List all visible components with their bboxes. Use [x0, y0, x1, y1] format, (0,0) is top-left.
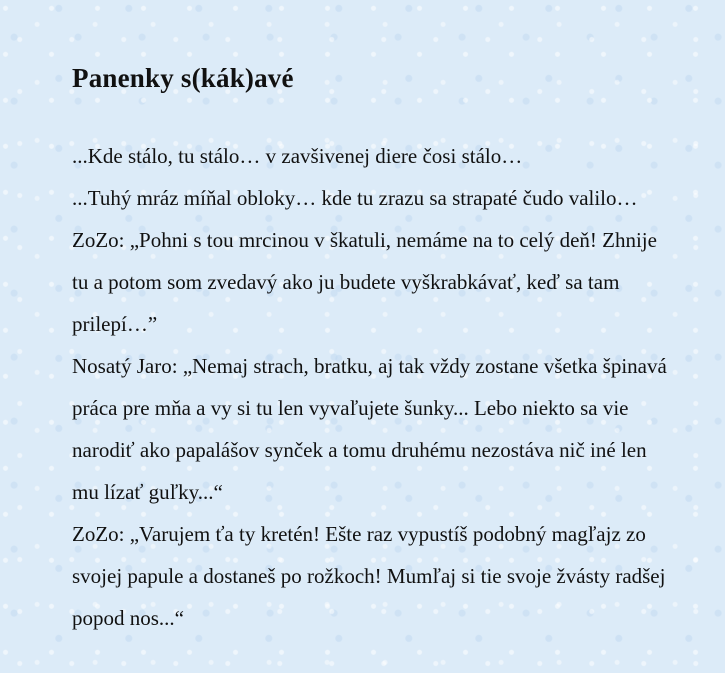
paragraph-1: ...Kde stálo, tu stálo… v zavšivenej diere čosi stálo… — [72, 144, 523, 168]
story-text — [72, 135, 672, 639]
paragraph-2: ...Tuhý mráz míňal obloky… kde tu zrazu sa strapaté čudo valilo… — [72, 186, 638, 210]
paragraph-5: ZoZo: „Varujem ťa ty kretén! Ešte raz vypustíš podobný magľajz zo svojej papule a dostaneš po rožkoch! Mumľaj si tie svoje žvásty radšej popod nos...“ — [72, 522, 666, 630]
paragraph-4: Nosatý Jaro: „Nemaj strach, bratku, aj tak vždy zostane všetka špinavá práca pre mňa a vy si tu len vyvaľujete šunky... Lebo niekto sa vie narodiť ako papalášov synček a tomu druhému nezostáva nič iné len mu lízať guľky...“ — [72, 354, 667, 504]
document-title: Panenky s(kák)avé — [72, 63, 294, 93]
document-page — [72, 58, 672, 639]
paragraph-3: ZoZo: „Pohni s tou mrcinou v škatuli, nemáme na to celý deň! Zhnije tu a potom som zvedavý ako ju budete vyškrabkávať, keď sa tam prilepí…” — [72, 228, 657, 336]
